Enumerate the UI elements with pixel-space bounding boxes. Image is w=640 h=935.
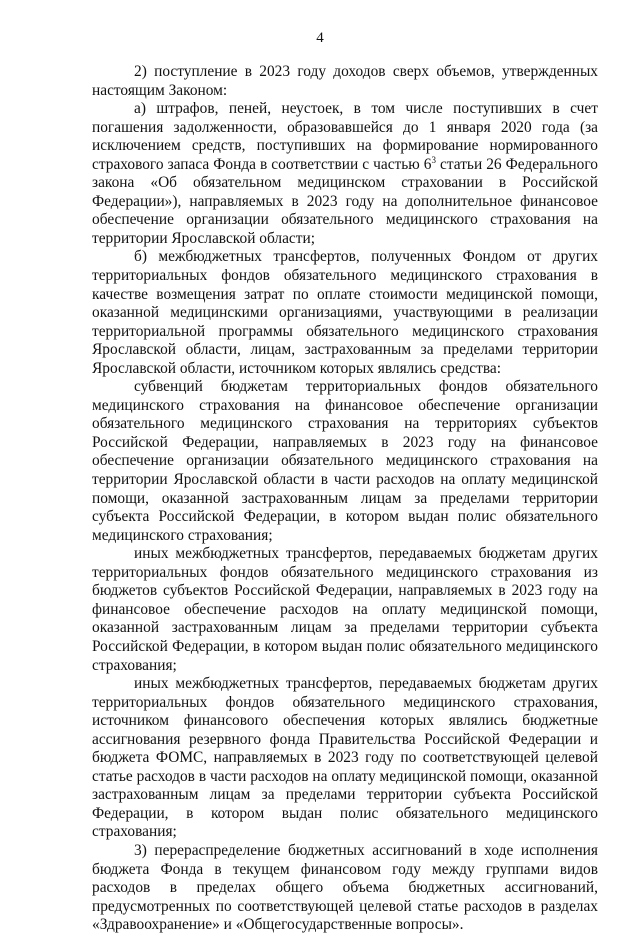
paragraph-subventions: субвенций бюджетам территориальных фондов обязательного медицинского страхования на финансовое обеспечение организации обязательного медицинского страхования на территориях субъектов Российской Федерации, направляемых в 2023 году на финансовое обеспечение организации обязательного медицинского страхования на территории Ярославской области в части расходов на оплату медицинской помощи, оказанной застрахованным лицам за пределами территории субъекта Российской Федерации, в котором выдан полис обязательного медицинского страхования;: [92, 378, 598, 544]
paragraph-text: а) штрафов, пеней, неустоек, в том числе поступивших в счет погашения задолженности, образовавшейся до 1 января 2020 года (за исключением средств, поступивших на формирование нормированного страхового запаса Фонда в соответствии с частью 6: [92, 100, 598, 173]
paragraph-text: статьи 26 Федерального закона «Об обязательном медицинском страховании в Российской Федерации»), направляемых в 2023 году на дополнительное финансовое обеспечение организации обязательного медицинского страхования на территории Ярославской области;: [92, 155, 598, 247]
paragraph-item-2: 2) поступление в 2023 году доходов сверх объемов, утвержденных настоящим Законом:: [92, 63, 598, 99]
paragraph-item-2b: б) межбюджетных трансфертов, полученных Фондом от других территориальных фондов обязательного медицинского страхования в качестве возмещения затрат по оплате стоимости медицинской помощи, оказанной медицинскими организациями, участвующими в реализации территориальной программы обязательного медицинского страхования Ярославской области, лицам, застрахованным за пределами территории Ярославской области, источником которых являлись средства:: [92, 248, 598, 377]
paragraph-item-3: 3) перераспределение бюджетных ассигнований в ходе исполнения бюджета Фонда в текущем финансовом году между группами видов расходов в пределах общего объема бюджетных ассигнований, предусмотренных по соответствующей целевой статье расходов в разделах «Здравоохранение» и «Общегосударственные вопросы».: [92, 841, 598, 934]
page-number: 4: [316, 30, 324, 46]
document-body: [92, 63, 598, 935]
paragraph-item-2a: [92, 100, 598, 248]
superscript-number: 3: [431, 154, 436, 165]
paragraph-other-transfers-subjects: иных межбюджетных трансфертов, передаваемых бюджетам других территориальных фондов обязательного медицинского страхования из бюджетов субъектов Российской Федерации, направляемых в 2023 году на финансовое обеспечение расходов на оплату медицинской помощи, оказанной застрахованным лицам за пределами территории субъекта Российской Федерации, в котором выдан полис обязательного медицинского страхования;: [92, 545, 598, 674]
paragraph-other-transfers-reserve: иных межбюджетных трансфертов, передаваемых бюджетам других территориальных фондов обязательного медицинского страхования, источником финансового обеспечения которых являлись бюджетные ассигнования резервного фонда Правительства Российской Федерации и бюджета ФОМС, направляемых в 2023 году по соответствующей целевой статье расходов в части расходов на оплату медицинской помощи, оказанной застрахованным лицам за пределами территории субъекта Российской Федерации, в котором выдан полис обязательного медицинского страхования;: [92, 675, 598, 841]
